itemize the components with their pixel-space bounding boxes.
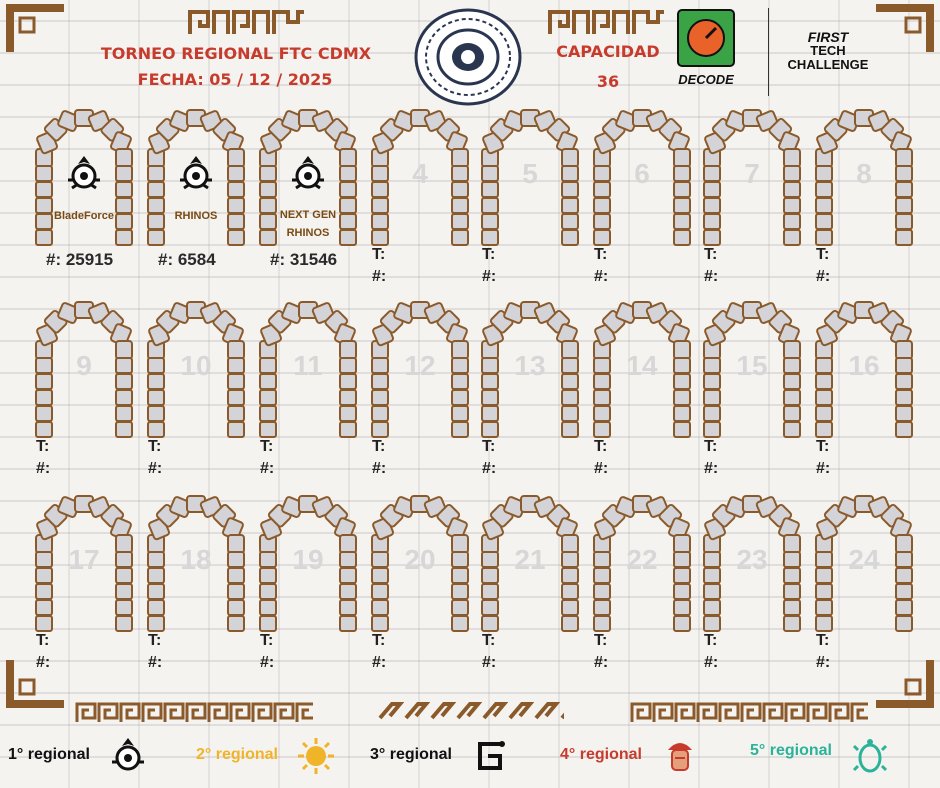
team-field-labels (260, 436, 274, 480)
team-field-labels (36, 436, 50, 480)
team-field-labels (594, 244, 608, 288)
legend-label: 5° regional (750, 742, 832, 759)
team-label: T: (148, 438, 162, 455)
number-label: #: (816, 654, 831, 671)
team-field-labels (148, 630, 162, 674)
team-label: T: (704, 246, 718, 263)
team-field-labels (148, 436, 162, 480)
slot-number: 9 (76, 350, 92, 381)
team-label: T: (816, 438, 830, 455)
number-label: #: (148, 460, 163, 477)
pit-slot (34, 492, 134, 642)
team-label: T: (372, 246, 386, 263)
team-field-labels (816, 244, 830, 288)
slot-number: 8 (856, 158, 872, 189)
number-label: #: (704, 268, 719, 285)
team-label: T: (36, 632, 50, 649)
legend-label: 4° regional (560, 746, 642, 763)
slot-number: 24 (848, 544, 880, 575)
aztec-shield-icon (108, 736, 148, 776)
pit-slot (370, 492, 470, 642)
team-field-labels (36, 630, 50, 674)
header-divider (768, 8, 769, 96)
team-number: #: 25915 (46, 250, 114, 269)
number-label: #: (36, 654, 51, 671)
aztec-shield-icon (176, 154, 216, 194)
number-label: #: (816, 268, 831, 285)
first-logo-line3: CHALLENGE (787, 57, 869, 72)
number-label: #: (148, 654, 163, 671)
team-label: T: (482, 632, 496, 649)
team-label: T: (594, 632, 608, 649)
team-number: #: 31546 (270, 250, 338, 269)
number-label: #: (704, 654, 719, 671)
team-label: T: (594, 246, 608, 263)
header-glyph-left (188, 6, 306, 36)
header-glyph-right (548, 6, 666, 36)
slot-number: 13 (514, 350, 546, 381)
first-logo-line1: FIRST (807, 29, 849, 45)
team-field-labels (482, 436, 496, 480)
team-label: T: (36, 438, 50, 455)
capacity-label: CAPACIDAD (556, 42, 660, 61)
pit-slot (702, 298, 802, 448)
slot-number: 5 (522, 158, 538, 189)
corner-ornament-bottom-left (4, 658, 66, 710)
slot-number: 12 (404, 350, 436, 381)
corner-ornament-top-left (4, 2, 66, 54)
slot-number: 19 (292, 544, 324, 575)
event-date: FECHA: 05 / 12 / 2025 (137, 70, 333, 89)
event-title: TORNEO REGIONAL FTC CDMX (100, 44, 372, 63)
team-label: T: (482, 246, 496, 263)
team-field-labels (594, 630, 608, 674)
pit-slot (592, 298, 692, 448)
team-field-labels (704, 436, 718, 480)
team-field-labels (260, 630, 274, 674)
slot-number: 14 (626, 350, 658, 381)
number-label: #: (372, 654, 387, 671)
pit-slot (702, 492, 802, 642)
number-label: #: (816, 460, 831, 477)
number-label: #: (594, 268, 609, 285)
pit-slot (34, 106, 134, 256)
slot-number: 17 (68, 544, 100, 575)
team-label: T: (816, 246, 830, 263)
number-label: #: (482, 268, 497, 285)
team-name: RHINOS (174, 210, 218, 222)
pit-slot (258, 298, 358, 448)
team-number: #: 6584 (158, 250, 216, 269)
team-field-labels (704, 244, 718, 288)
slot-number: 6 (634, 158, 650, 189)
pit-slot (258, 106, 358, 256)
pit-slot (702, 106, 802, 256)
team-label: T: (372, 632, 386, 649)
pit-slot (480, 106, 580, 256)
slot-number: 18 (180, 544, 212, 575)
pit-slot (146, 492, 246, 642)
number-label: #: (482, 460, 497, 477)
slot-number: 16 (848, 350, 880, 381)
pit-slot (814, 492, 914, 642)
corner-ornament-top-right (874, 2, 936, 54)
slot-number: 23 (736, 544, 768, 575)
slot-number: 7 (744, 158, 760, 189)
team-field-labels (704, 630, 718, 674)
decode-logo (676, 8, 736, 94)
slot-number: 20 (404, 544, 436, 575)
slot-number: 11 (293, 350, 323, 381)
team-label: T: (260, 438, 274, 455)
aztec-calendar-icon (413, 7, 523, 107)
team-field-labels (372, 630, 386, 674)
greek-key-band-right (630, 702, 868, 724)
team-label: T: (594, 438, 608, 455)
aztec-shield-icon (64, 154, 104, 194)
number-label: #: (260, 460, 275, 477)
team-field-labels (482, 244, 496, 288)
number-label: #: (594, 460, 609, 477)
team-field-labels (594, 436, 608, 480)
turtle-icon (850, 736, 890, 776)
slot-number: 15 (736, 350, 768, 381)
aztec-shield-icon (288, 154, 328, 194)
team-field-labels (816, 630, 830, 674)
legend-label: 3° regional (370, 746, 452, 763)
warrior-head-icon (660, 736, 700, 776)
pit-slot (370, 106, 470, 256)
team-field-labels (372, 436, 386, 480)
pit-slot (480, 492, 580, 642)
pit-slot (146, 106, 246, 256)
team-label: T: (372, 438, 386, 455)
pit-slot (592, 106, 692, 256)
slot-number: 10 (180, 350, 212, 381)
legend-label: 2° regional (196, 746, 278, 763)
team-label: T: (482, 438, 496, 455)
corner-ornament-bottom-right (874, 658, 936, 710)
pit-slot (34, 298, 134, 448)
serpent-icon (470, 736, 510, 776)
pit-slot (592, 492, 692, 642)
team-name: BladeForce (54, 210, 114, 222)
number-label: #: (372, 460, 387, 477)
sun-icon (296, 736, 336, 776)
legend-label: 1° regional (8, 746, 90, 763)
number-label: #: (704, 460, 719, 477)
team-field-labels (372, 244, 386, 288)
number-label: #: (594, 654, 609, 671)
team-field-labels (816, 436, 830, 480)
number-label: #: (372, 268, 387, 285)
number-label: #: (36, 460, 51, 477)
number-label: #: (260, 654, 275, 671)
slot-number: 21 (514, 544, 546, 575)
slot-number: 22 (626, 544, 658, 575)
slot-number: 4 (412, 158, 428, 189)
pit-slot (814, 106, 914, 256)
pit-slot (258, 492, 358, 642)
pit-slot (814, 298, 914, 448)
decode-logo-text: DECODE (678, 72, 734, 87)
team-label: T: (260, 632, 274, 649)
wave-band-center (378, 700, 564, 722)
pit-slot (146, 298, 246, 448)
capacity-value: 36 (596, 72, 620, 91)
pit-slot (480, 298, 580, 448)
pit-slot (370, 298, 470, 448)
team-name: NEXT GEN RHINOS (279, 209, 337, 239)
first-tech-challenge-logo (778, 30, 878, 72)
team-label: T: (704, 438, 718, 455)
number-label: #: (482, 654, 497, 671)
team-field-labels (482, 630, 496, 674)
first-logo-line2: TECH (810, 43, 846, 58)
team-label: T: (704, 632, 718, 649)
greek-key-band-left (75, 702, 313, 724)
team-label: T: (148, 632, 162, 649)
team-label: T: (816, 632, 830, 649)
